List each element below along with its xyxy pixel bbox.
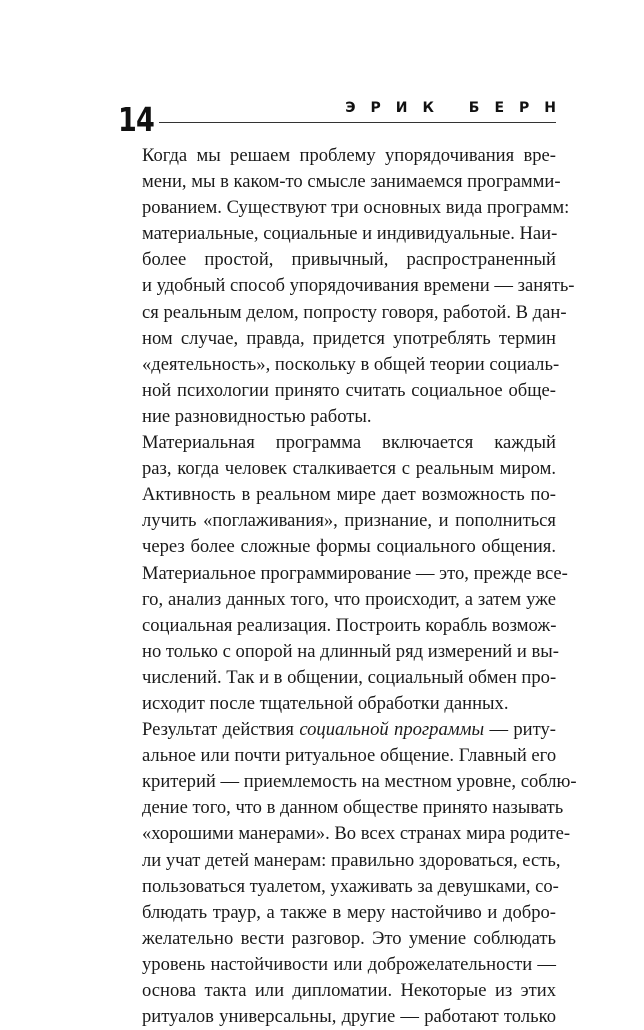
text-line: социальная реализация. Построить корабль возмож- [142,614,557,636]
paragraph-3 [118,717,577,1030]
text-line: блюдать траур, а также в меру настойчиво и добро- [142,901,556,923]
text-line: через более сложные формы социального общения. [142,536,556,558]
paragraph-2 [118,430,568,717]
text-line: раз, когда человек сталкивается с реальным миром. [142,458,556,480]
text-line: числений. Так и в общении, социальный обмен про- [142,666,557,688]
text-line: го, анализ данных того, что происходит, а затем уже [142,588,556,610]
text-line: ном случае, правда, придется употреблять термин [142,327,556,349]
text-run: Результат действия [142,719,300,741]
text-line: ной психологии принято считать социальное обще- [142,379,556,401]
text-line: рованием. Существуют три основных вида программ: [142,197,570,219]
text-line: Материальное программирование — это, прежде все- [142,562,568,584]
text-line: более простой, привычный, распространенный [142,249,556,271]
text-line: пользоваться туалетом, ухаживать за девушками, со- [142,875,559,897]
text-line: желательно вести разговор. Это умение соблюдать [142,927,556,949]
text-line: «деятельность», поскольку в общей теории социаль- [142,353,560,375]
text-line: исходит после тщательной обработки данных. [142,692,509,714]
text-line: лучить «поглаживания», признание, и пополниться [142,510,556,532]
text-run: — риту- [484,719,557,741]
text-line: ся реальным делом, попросту говоря, работой. В дан- [142,301,567,323]
body-text [118,143,577,1030]
text-line: но только с опорой на длинный ряд измерений и вы- [142,640,559,662]
text-line: альное или почти ритуальное общение. Главный его [142,745,557,767]
page-header [118,94,571,139]
text-line: основа такта или дипломатии. Некоторые из этих [142,980,556,1001]
text-line: уровень настойчивости или доброжелательности — [142,953,556,975]
italic-term: социальной программы [299,719,485,741]
page-number: 14 [118,100,155,139]
text-line: критерий — приемлемость на местном уровне, соблю- [142,771,577,793]
running-head-author: ЭРИК БЕРН [345,100,571,116]
text-line: мени, мы в каком-то смысле занимаемся программи- [142,171,561,193]
text-line [118,717,556,743]
text-line: дение того, что в данном обществе принято называть [142,797,564,819]
text-line: и удобный способ упорядочивания времени — занять- [142,275,575,297]
text-line: ние разновидностью работы. [142,405,372,427]
text-line: Активность в реальном мире дает возможность по- [142,484,556,506]
text-line: ритуалов универсальны, другие — работают только [142,1006,556,1028]
text-line: Когда мы решаем проблему упорядочивания вре- [142,145,556,166]
paragraph-1 [118,143,575,430]
header-rule [159,122,556,123]
text-line: ли учат детей манерам: правильно здороваться, есть, [142,849,561,871]
text-line: «хорошими манерами». Во всех странах мира родите- [142,823,571,845]
text-line: материальные, социальные и индивидуальные. Наи- [142,223,558,245]
text-line: Материальная программа включается каждый [142,432,556,454]
